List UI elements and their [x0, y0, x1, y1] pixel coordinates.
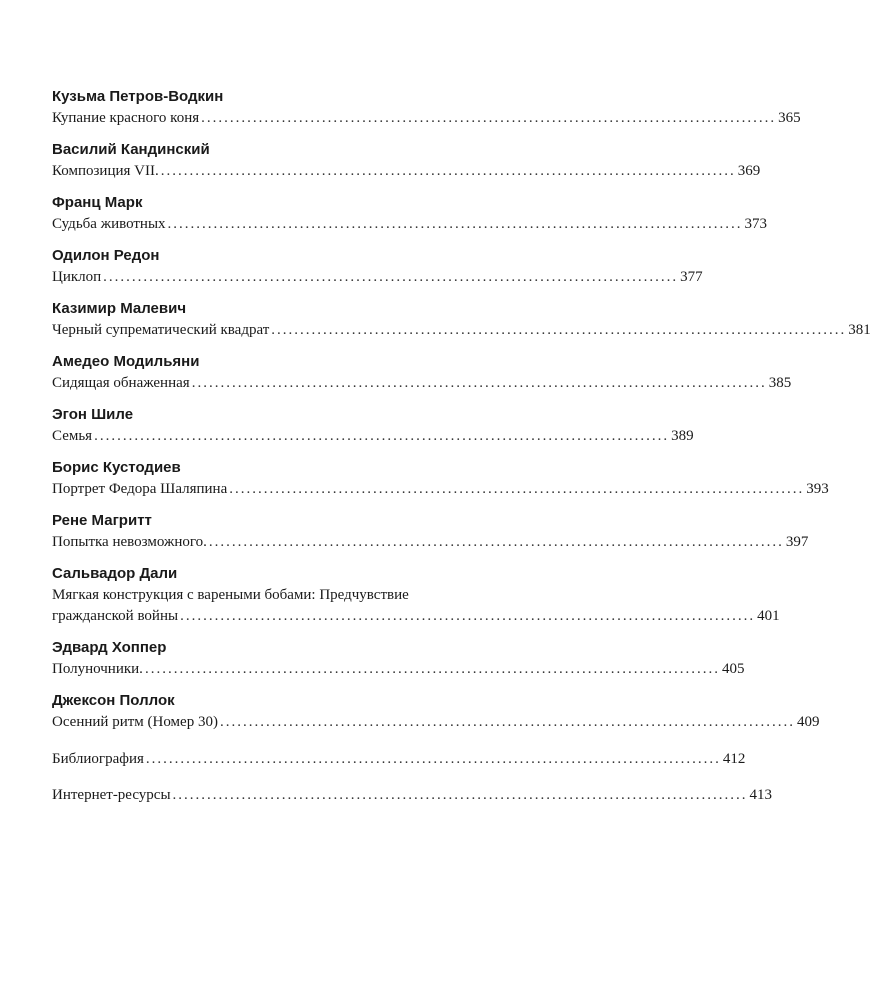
- dot-leader: ....................................................................................................: [201, 110, 777, 126]
- toc-entry: [52, 510, 809, 553]
- toc-line-bibliography: [52, 749, 746, 770]
- toc-line: [52, 606, 780, 627]
- toc-line: [52, 426, 694, 447]
- author-name: Рене Магритт: [52, 512, 152, 529]
- author-name: Франц Марк: [52, 194, 143, 211]
- toc-entry: [52, 298, 871, 341]
- dot-leader: ....................................................................................................: [160, 163, 736, 179]
- toc-line: [52, 712, 820, 733]
- work-title: Судьба животных: [52, 216, 166, 232]
- toc-entry: [52, 563, 780, 627]
- work-title: Циклоп: [52, 269, 102, 285]
- section-title: Библиография: [52, 751, 144, 767]
- dot-leader: ....................................................................................................: [145, 751, 721, 767]
- toc-entry: [52, 457, 829, 500]
- page-number: 385: [768, 375, 792, 391]
- toc-line: [52, 320, 871, 341]
- author-name: Василий Кандинский: [52, 141, 210, 158]
- author-name: Джексон Поллок: [52, 692, 175, 709]
- author-name: Казимир Малевич: [52, 300, 187, 317]
- toc-line: [52, 373, 792, 394]
- work-title: Осенний ритм (Номер 30): [52, 714, 218, 730]
- dot-leader: ....................................................................................................: [229, 481, 805, 497]
- author-name: Эдвард Хоппер: [52, 639, 167, 656]
- work-title-line-1: Мягкая конструкция с вареными бобами: Предчувствие: [52, 587, 409, 603]
- page-number: 365: [778, 110, 801, 126]
- work-title: Семья: [52, 428, 93, 444]
- page-number: 412: [722, 751, 746, 767]
- section-title: Интернет-ресурсы: [52, 787, 171, 803]
- page-number: 373: [744, 216, 768, 232]
- page-number: 389: [671, 428, 694, 444]
- author-name: Эгон Шиле: [52, 406, 134, 423]
- dot-leader: ....................................................................................................: [191, 375, 767, 391]
- work-title: Полуночники.: [52, 661, 143, 677]
- work-title: Купание красного коня: [52, 110, 200, 126]
- work-title: Композиция VII.: [52, 163, 159, 179]
- dot-leader: ....................................................................................................: [144, 661, 720, 677]
- dot-leader: ....................................................................................................: [219, 714, 795, 730]
- work-title: Черный супрематический квадрат: [52, 322, 270, 338]
- page-number: 381: [848, 322, 871, 338]
- toc-line: [52, 479, 829, 500]
- dot-leader: ....................................................................................................: [180, 608, 756, 624]
- toc-line: [52, 161, 761, 182]
- page-number: 413: [749, 787, 773, 803]
- table-of-contents: [52, 86, 871, 821]
- toc-entry: [52, 86, 801, 129]
- toc-line: [52, 267, 703, 288]
- dot-leader: ....................................................................................................: [271, 322, 847, 338]
- page-number: 393: [806, 481, 829, 497]
- toc-entry: [52, 139, 761, 182]
- toc-entry: [52, 637, 745, 680]
- work-title: Портрет Федора Шаляпина: [52, 481, 228, 497]
- toc-entry: [52, 192, 768, 235]
- toc-line: [52, 214, 768, 235]
- work-title: гражданской войны: [52, 608, 179, 624]
- toc-line: [52, 532, 809, 553]
- dot-leader: ....................................................................................................: [208, 534, 784, 550]
- author-name: Борис Кустодиев: [52, 459, 181, 476]
- page-number: 405: [721, 661, 745, 677]
- page-number: 397: [785, 534, 809, 550]
- toc-entry: [52, 404, 694, 447]
- dot-leader: ....................................................................................................: [94, 428, 670, 444]
- author-name: Амедео Модильяни: [52, 353, 200, 370]
- author-name: Сальвадор Дали: [52, 565, 178, 582]
- dot-leader: ....................................................................................................: [172, 787, 748, 803]
- dot-leader: ....................................................................................................: [103, 269, 679, 285]
- page-number: 401: [757, 608, 780, 624]
- author-name: Одилон Редон: [52, 247, 160, 264]
- toc-entry: [52, 690, 820, 733]
- work-title: Попытка невозможного.: [52, 534, 207, 550]
- dot-leader: ....................................................................................................: [167, 216, 743, 232]
- page-number: 409: [796, 714, 820, 730]
- author-name: Кузьма Петров-Водкин: [52, 88, 224, 105]
- toc-line: [52, 108, 801, 129]
- toc-line: [52, 659, 745, 680]
- toc-line-internet-resources: [52, 785, 773, 806]
- work-title: Сидящая обнаженная: [52, 375, 190, 391]
- page-number: 369: [737, 163, 761, 179]
- toc-entry: [52, 245, 703, 288]
- page-number: 377: [680, 269, 703, 285]
- toc-entry: [52, 351, 792, 394]
